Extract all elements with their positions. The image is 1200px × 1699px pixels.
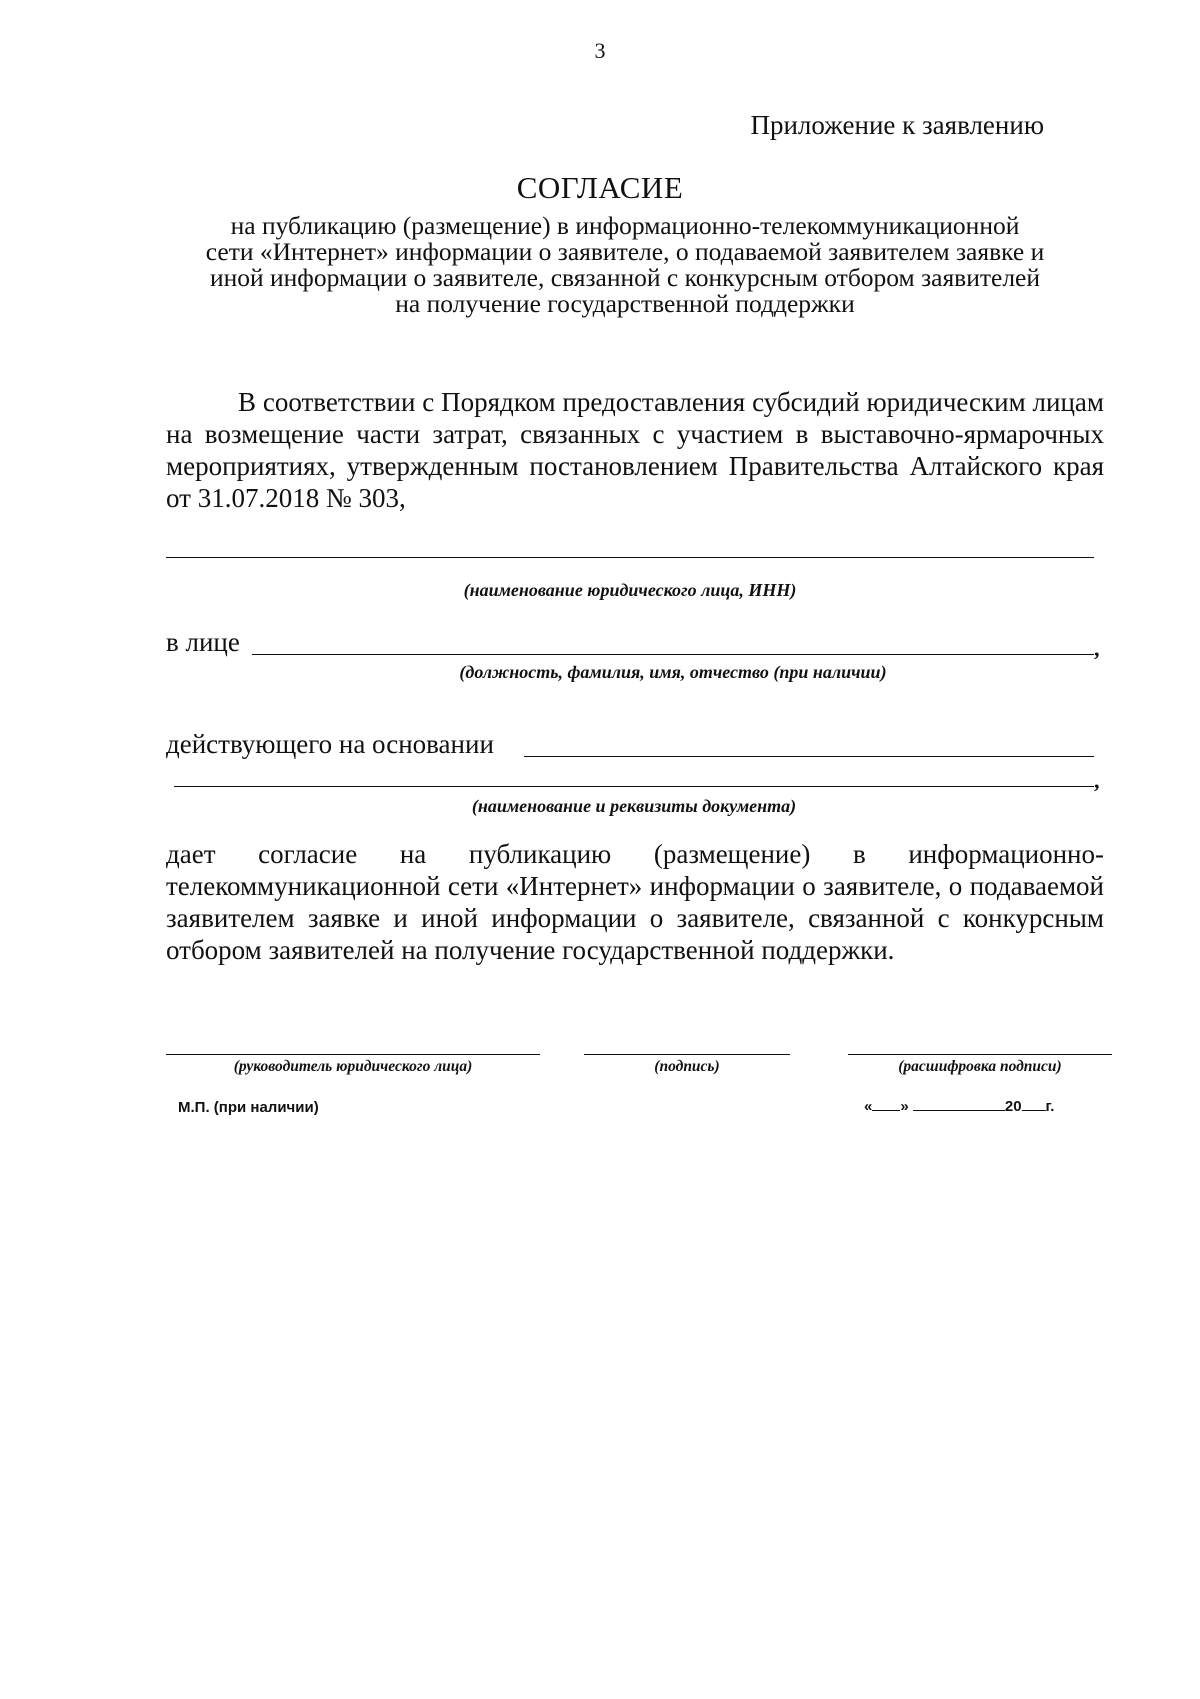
- basis-caption: (наименование и реквизиты документа): [471, 796, 797, 816]
- comma-mark: ,: [1094, 636, 1100, 661]
- date-close-quote: »: [900, 1098, 909, 1115]
- date-year-prefix: 20: [1004, 1098, 1022, 1115]
- date-field: [864, 1096, 1054, 1115]
- document-title: СОГЛАСИЕ: [516, 170, 684, 205]
- seal-label: М.П. (при наличии): [178, 1099, 319, 1116]
- subtitle-line: на получение государственной поддержки: [395, 289, 855, 318]
- date-day-blank[interactable]: [872, 1096, 900, 1111]
- basis-field-line-1[interactable]: [524, 756, 1094, 757]
- subtitle-line: сети «Интернет» информации о заявителе, о подаваемой заявителем заявке и: [205, 237, 1045, 266]
- signature-decoding-line[interactable]: [848, 1054, 1112, 1055]
- date-open-quote: «: [864, 1098, 873, 1115]
- entity-name-caption: (наименование юридического лица, ИНН): [463, 580, 797, 600]
- subtitle-line: на публикацию (размещение) в информационно-телекоммуникационной: [230, 211, 1020, 240]
- entity-name-field[interactable]: [166, 557, 1094, 558]
- appendix-label: Приложение к заявлению: [750, 110, 1044, 140]
- date-year-blank[interactable]: [1022, 1096, 1046, 1111]
- basis-field-line-2[interactable]: [174, 786, 1094, 787]
- signature-line[interactable]: [584, 1054, 790, 1055]
- head-signature-line[interactable]: [166, 1054, 540, 1055]
- date-month-blank[interactable]: [913, 1096, 1005, 1111]
- intro-paragraph: В соответствии с Порядком предоставления субсидий юридическим лицам на возмещение части затрат, связанных с участием в выставочно-ярмарочных мероприятиях, утвержденным постановлением Правительства Алтайского края от 31.07.2018 № 303,: [166, 387, 1104, 513]
- decoding-caption: (расшифровка подписи): [898, 1058, 1062, 1075]
- signature-caption: (подпись): [654, 1058, 720, 1075]
- comma-mark: ,: [1094, 768, 1100, 793]
- represented-by-field[interactable]: [252, 654, 1094, 655]
- document-subtitle: [160, 213, 1090, 317]
- consent-paragraph: дает согласие на публикацию (размещение) в информационно-телекоммуникационной сети «Интернет» информации о заявителе, о подаваемой заявителем заявке и иной информации о заявителе, связанной с конкурсным отбором заявителей на получение государственной поддержки.: [166, 839, 1104, 965]
- date-year-suffix: г.: [1045, 1098, 1055, 1115]
- page-number: 3: [594, 38, 606, 63]
- represented-by-caption: (должность, фамилия, имя, отчество (при наличии): [459, 662, 887, 682]
- subtitle-line: иной информации о заявителе, связанной с конкурсным отбором заявителей: [209, 263, 1041, 292]
- head-caption: (руководитель юридического лица): [233, 1058, 473, 1075]
- represented-by-label: в лице: [166, 627, 240, 657]
- basis-label: действующего на основании: [166, 729, 494, 759]
